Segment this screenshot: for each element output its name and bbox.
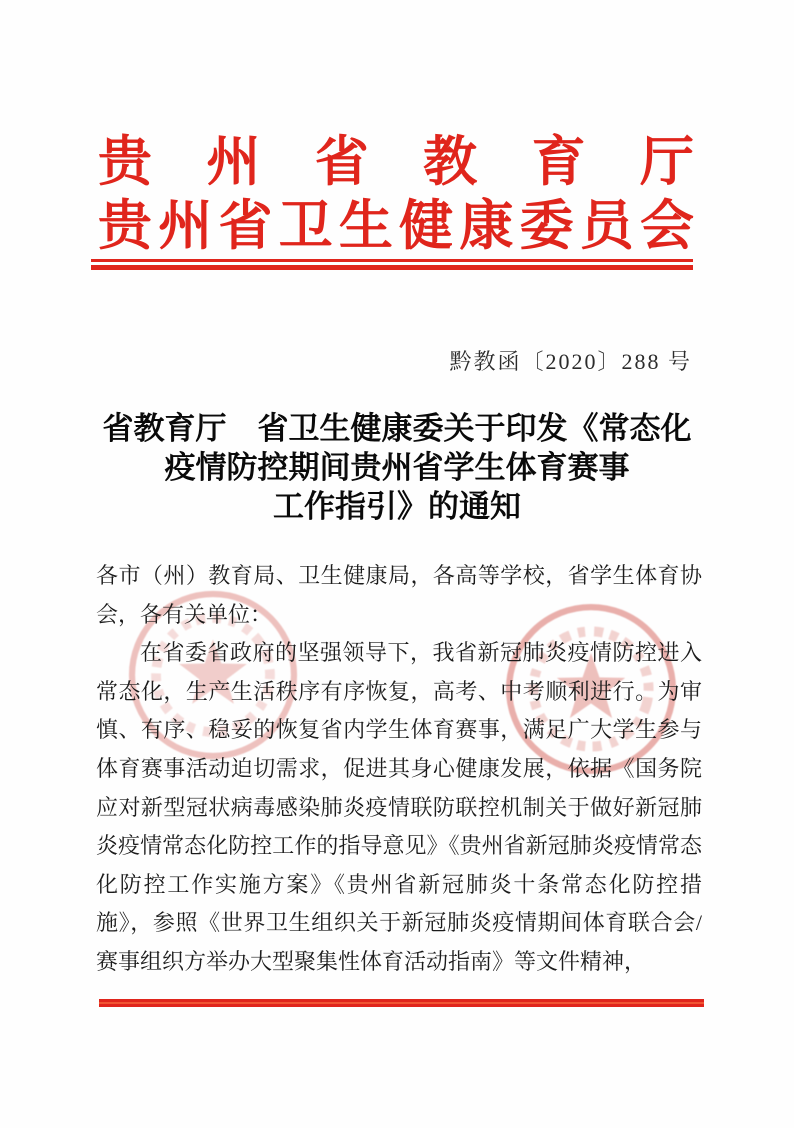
agency-name-line-1: 贵 州 省 教 育 厅 — [98, 132, 694, 192]
title-line-3: 工作指引》的通知 — [273, 489, 521, 524]
document-number: 黔教函〔2020〕288 号 — [449, 349, 692, 374]
agency-name-line-2: 贵 州 省 卫 生 健 康 委 员 会 — [98, 196, 694, 256]
footer-divider-line — [99, 999, 704, 1007]
notice-title — [91, 409, 703, 526]
salutation-paragraph: 各市（州）教育局、卫生健康局，各高等学校，省学生体育协会，各有关单位： — [96, 563, 702, 627]
main-paragraph: 在省委省政府的坚强领导下，我省新冠肺炎疫情防控进入常态化，生产生活秩序有序恢复，高考、中考顺利进行。为审慎、有序、稳妥的恢复省内学生体育赛事，满足广大学生参与体育赛事活动迫切需求，促进其身心健康发展，依据《国务院应对新型冠状病毒感染肺炎疫情联防联控机制关于做好新冠肺炎疫情常态化防控工作的指导意见》《贵州省新冠肺炎疫情常态化防控工作实施方案》《贵州省新冠肺炎十条常态化防控措施》，参照《世界卫生组织关于新冠肺炎疫情期间体育联合会/赛事组织方举办大型聚集性体育活动指南》等文件精神， — [96, 640, 702, 974]
agency-header — [98, 130, 694, 258]
title-line-2: 疫情防控期间贵州省学生体育赛事 — [164, 450, 630, 485]
body-text — [96, 557, 702, 982]
header-divider-line — [91, 259, 693, 270]
title-line-1: 省教育厅 省卫生健康委关于印发《常态化 — [102, 411, 692, 446]
